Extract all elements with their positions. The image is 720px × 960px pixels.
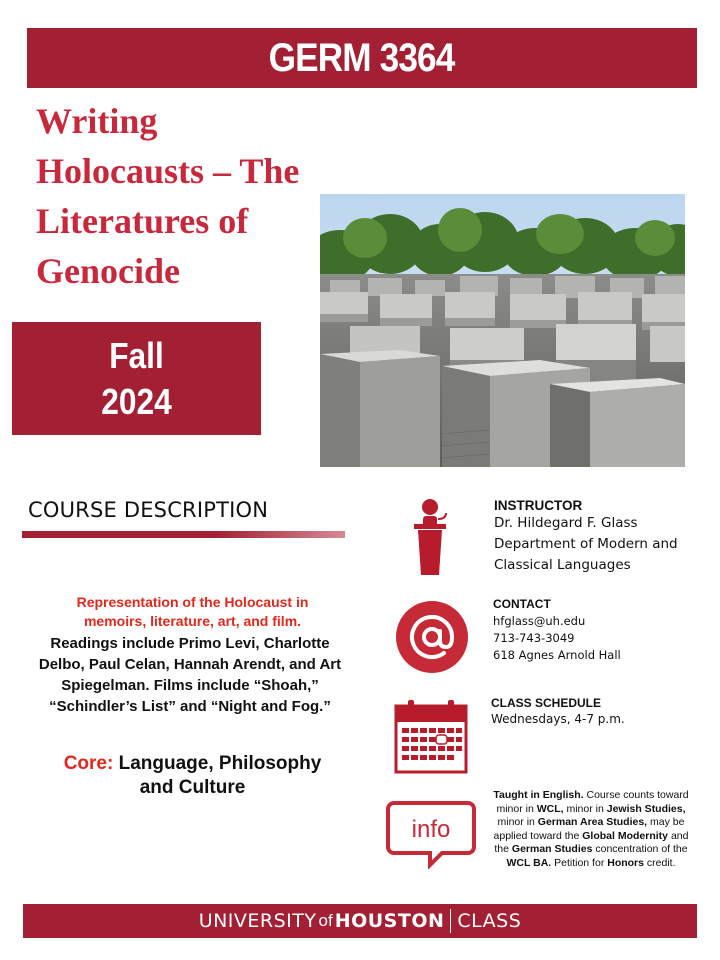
instructor-name: Dr. Hildegard F. Glass xyxy=(494,515,638,531)
course-code: GERM 3364 xyxy=(269,35,455,80)
course-title-line: Writing xyxy=(36,101,158,141)
notes-text: minor in xyxy=(563,802,607,815)
description-highlight-line: memoirs, literature, art, and film. xyxy=(83,613,302,629)
core-label: Core: xyxy=(63,753,114,774)
term-year: 2024 xyxy=(101,381,172,422)
university-footer xyxy=(23,904,697,938)
schedule-time: Wednesdays, 4-7 p.m. xyxy=(491,712,625,726)
notes-text: Taught in English. xyxy=(493,789,584,801)
term-box xyxy=(12,322,261,435)
course-description-heading: COURSE DESCRIPTION xyxy=(28,498,269,522)
core-requirement xyxy=(30,752,355,800)
description-body-line: Delbo, Paul Celan, Hannah Arendt, and Art xyxy=(38,656,342,673)
course-title-line: Genocide xyxy=(36,251,180,291)
contact-office: 618 Agnes Arnold Hall xyxy=(493,648,621,662)
description-body-line: Spiegelman. Films include “Shoah,” xyxy=(61,677,319,694)
description-highlight xyxy=(35,593,350,631)
calendar-icon xyxy=(394,700,468,774)
contact-block xyxy=(493,597,621,664)
notes-text: Petition for xyxy=(551,856,608,869)
contact-phone: 713-743-3049 xyxy=(493,631,575,645)
notes-text: and the xyxy=(494,829,689,855)
footer-university: UNIVERSITY xyxy=(198,910,317,932)
footer-divider xyxy=(450,909,451,933)
course-title-line: Holocausts – The xyxy=(36,151,300,191)
notes-text: German Area Studies, xyxy=(537,816,648,828)
heading-divider xyxy=(22,531,345,538)
core-value: and Culture xyxy=(139,777,246,798)
footer-of: of xyxy=(318,911,333,930)
notes-text: Jewish Studies, xyxy=(606,802,686,815)
course-notes xyxy=(490,789,692,870)
course-title-line: Literatures of xyxy=(36,201,249,241)
course-title xyxy=(36,96,356,296)
info-icon-text: info xyxy=(411,816,451,843)
contact-label: CONTACT xyxy=(493,597,551,611)
podium-speaker-icon xyxy=(410,497,450,575)
footer-houston: HOUSTON xyxy=(334,910,445,932)
schedule-block xyxy=(491,696,625,726)
notes-text: credit. xyxy=(643,856,676,869)
notes-text: WCL BA. xyxy=(506,856,552,869)
notes-text: may be applied toward the xyxy=(493,816,685,842)
notes-text: German Studies xyxy=(511,843,593,855)
notes-text: Honors xyxy=(607,856,644,869)
description-body xyxy=(30,633,350,717)
notes-text: WCL, xyxy=(536,802,564,815)
instructor-department: Classical Languages xyxy=(494,557,631,573)
description-highlight-line: Representation of the Holocaust in xyxy=(76,594,309,610)
description-body-line: Readings include Primo Levi, Charlotte xyxy=(50,635,330,652)
notes-text: minor in xyxy=(497,816,538,828)
footer-college: CLASS xyxy=(457,910,522,932)
memorial-photo xyxy=(320,194,685,467)
instructor-department: Department of Modern and xyxy=(494,536,678,552)
instructor-label: INSTRUCTOR xyxy=(494,498,583,513)
core-value: Language, Philosophy xyxy=(118,753,322,774)
description-body-line: “Schindler’s List” and “Night and Fog.” xyxy=(49,698,331,715)
notes-text: Course counts toward minor in xyxy=(496,789,689,815)
instructor-block xyxy=(494,498,678,576)
info-speech-bubble-icon xyxy=(386,799,476,869)
notes-text: concentration of the xyxy=(592,843,688,855)
course-code-banner xyxy=(27,28,697,88)
schedule-label: CLASS SCHEDULE xyxy=(491,696,602,710)
at-sign-icon xyxy=(396,601,468,673)
term-season: Fall xyxy=(109,335,164,376)
notes-text: Global Modernity xyxy=(582,829,669,842)
contact-email[interactable]: hfglass@uh.edu xyxy=(493,614,586,628)
